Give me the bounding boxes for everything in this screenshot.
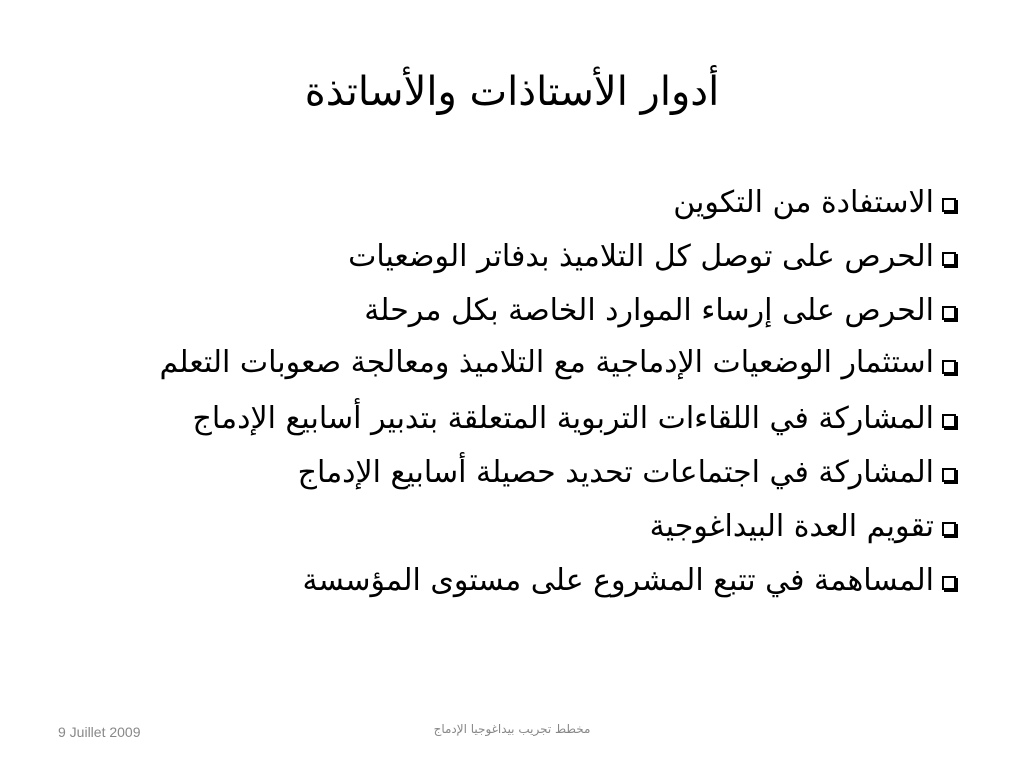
footer-date: 9 Juillet 2009 bbox=[58, 724, 141, 740]
bullet-text: المشاركة في اللقاءات التربوية المتعلقة بتدبير أسابيع الإدماج bbox=[192, 401, 934, 436]
list-item bbox=[60, 396, 960, 441]
bullet-text: استثمار الوضعيات الإدماجية مع التلاميذ ومعالجة صعوبات التعلم bbox=[159, 345, 934, 380]
bullet-text: الحرص على توصل كل التلاميذ بدفاتر الوضعيات bbox=[348, 239, 934, 274]
checkbox-bullet-icon bbox=[938, 234, 960, 279]
bullet-text: الاستفادة من التكوين bbox=[673, 185, 934, 220]
list-item bbox=[60, 288, 960, 333]
checkbox-bullet-icon bbox=[938, 180, 960, 225]
list-item bbox=[60, 342, 960, 387]
checkbox-bullet-icon bbox=[938, 450, 960, 495]
checkbox-bullet-icon bbox=[938, 558, 960, 603]
checkbox-bullet-icon bbox=[938, 342, 960, 387]
footer-title: مخطط تجريب بيداغوجيا الإدماج bbox=[433, 722, 591, 736]
checkbox-bullet-icon bbox=[938, 396, 960, 441]
list-item bbox=[60, 558, 960, 603]
list-item bbox=[60, 504, 960, 549]
checkbox-bullet-icon bbox=[938, 504, 960, 549]
bullet-list bbox=[60, 180, 960, 612]
bullet-text: تقويم العدة البيداغوجية bbox=[649, 509, 934, 544]
slide-title: أدوار الأستاذات والأساتذة bbox=[304, 69, 720, 115]
list-item bbox=[60, 180, 960, 225]
bullet-text: المشاركة في اجتماعات تحديد حصيلة أسابيع الإدماج bbox=[297, 455, 934, 490]
bullet-text: المساهمة في تتبع المشروع على مستوى المؤسسة bbox=[302, 563, 934, 598]
checkbox-bullet-icon bbox=[938, 288, 960, 333]
list-item bbox=[60, 234, 960, 279]
list-item bbox=[60, 450, 960, 495]
bullet-text: الحرص على إرساء الموارد الخاصة بكل مرحلة bbox=[364, 293, 934, 328]
